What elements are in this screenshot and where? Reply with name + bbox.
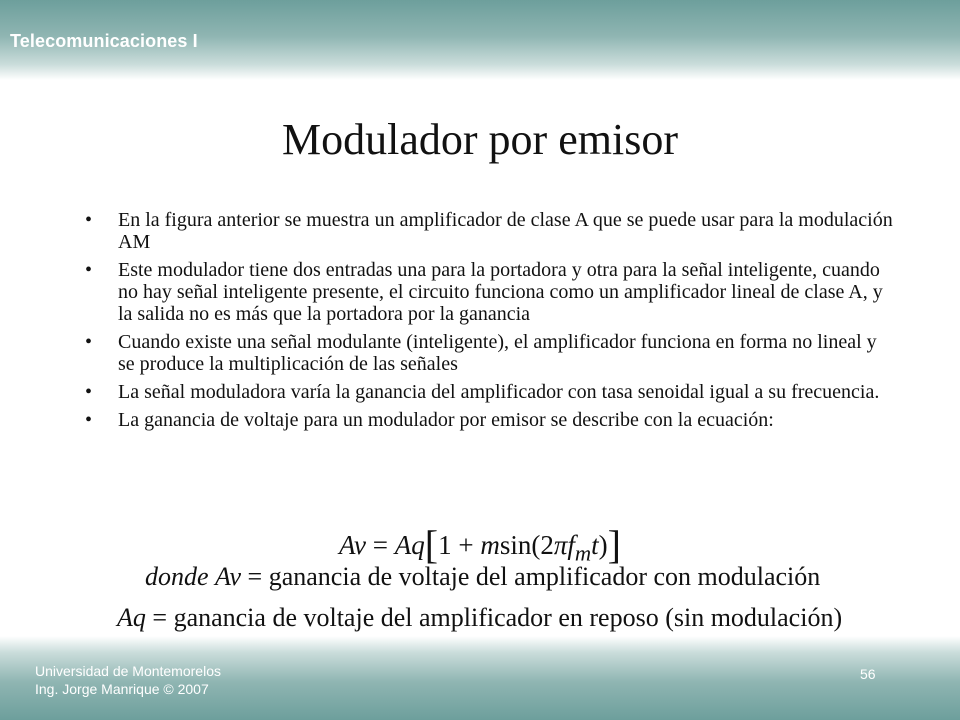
bullet-item xyxy=(85,331,895,375)
footer-info xyxy=(35,662,221,698)
bullet-icon: • xyxy=(85,331,93,353)
bullet-text: Cuando existe una señal modulante (inteligente), el amplificador funciona en forma no lineal y se produce la multiplicación de las señales xyxy=(118,331,877,375)
bullet-icon: • xyxy=(85,209,93,231)
bullet-item xyxy=(85,409,895,431)
bullet-list xyxy=(85,209,895,437)
bullet-text: En la figura anterior se muestra un amplificador de clase A que se puede usar para la modulación AM xyxy=(118,209,893,253)
bullet-text: Este modulador tiene dos entradas una para la portadora y otra para la señal inteligente, cuando no hay señal inteligente presente, el circuito funciona como un amplificador lineal de clase A, y la salida no es más que la portadora por la ganancia xyxy=(118,259,883,325)
bullet-text: La señal moduladora varía la ganancia del amplificador con tasa senoidal igual a su frecuencia. xyxy=(118,381,880,403)
institution-name: Universidad de Montemorelos xyxy=(35,663,221,679)
bullet-icon: • xyxy=(85,259,93,281)
bullet-item xyxy=(85,259,895,325)
bullet-icon: • xyxy=(85,381,93,403)
bullet-text: La ganancia de voltaje para un modulador por emisor se describe con la ecuación: xyxy=(118,409,774,431)
course-title: Telecomunicaciones I xyxy=(10,31,198,51)
slide-title: Modulador por emisor xyxy=(282,115,678,164)
definition-av: donde Av = ganancia de voltaje del amplificador con modulación xyxy=(145,562,821,591)
bullet-item xyxy=(85,381,895,403)
bullet-item xyxy=(85,209,895,253)
author-credit: Ing. Jorge Manrique © 2007 xyxy=(35,681,209,697)
bullet-icon: • xyxy=(85,409,93,431)
gain-equation: $Av = Aq[1 + msin(2\pi f_mt)]$ xyxy=(339,522,621,567)
definition-aq: Aq = ganancia de voltaje del amplificador en reposo (sin modulación) xyxy=(117,603,843,632)
page-number: 56 xyxy=(860,666,876,682)
